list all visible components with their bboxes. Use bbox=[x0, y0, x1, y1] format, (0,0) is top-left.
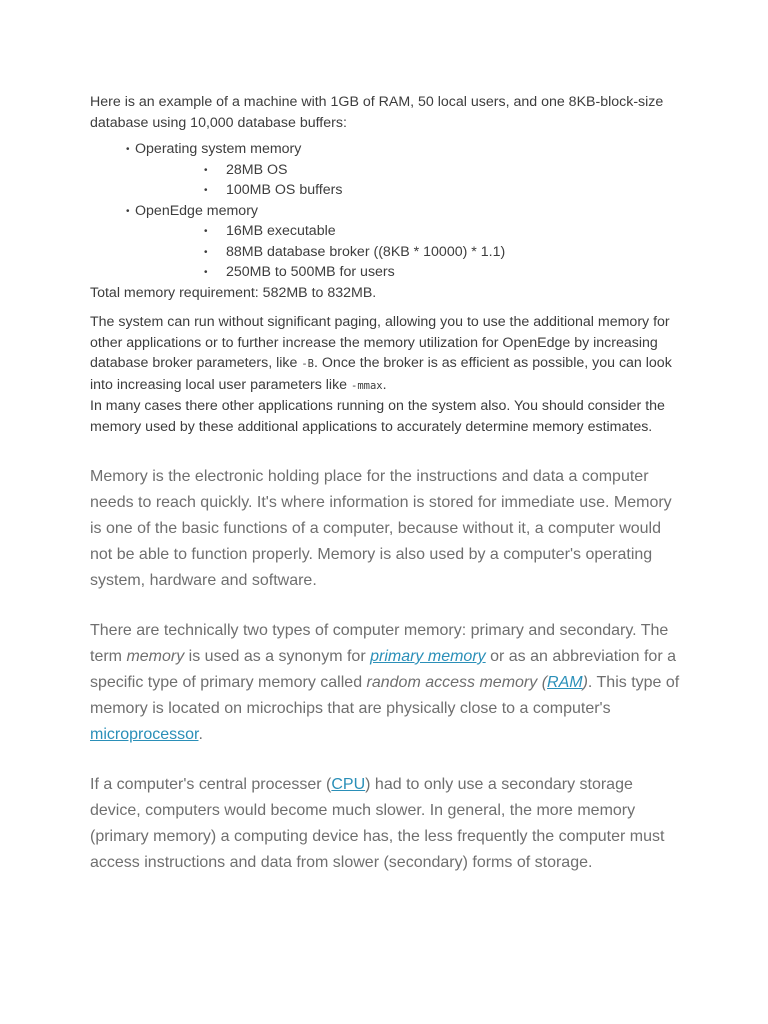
cpu-link[interactable]: CPU bbox=[331, 776, 366, 793]
list-item bbox=[90, 139, 682, 201]
intro-paragraph: Here is an example of a machine with 1GB of RAM, 50 local users, and one 8KB-block-size database using 10,000 database buffers: bbox=[90, 94, 664, 131]
cpu-paragraph bbox=[90, 772, 682, 876]
paragraph-text: . Once the broker is as efficient as possible, you can look into increasing local user parameters like bbox=[90, 355, 672, 393]
sub-list-item: • 88MB database broker ((8KB * 10000) * 1.1) bbox=[135, 242, 682, 263]
list-item-label: Operating system memory bbox=[135, 141, 302, 157]
sub-list-item: • 16MB executable bbox=[135, 221, 682, 242]
ram-link[interactable]: RAM bbox=[547, 674, 583, 691]
paragraph-text: . This type of memory is located on microchips that are physically close to a computer's bbox=[90, 674, 680, 717]
sub-list-item: • 250MB to 500MB for users bbox=[135, 262, 682, 283]
list-item-label: OpenEdge memory bbox=[135, 202, 259, 219]
paragraph-text: The system can run without significant paging, allowing you to use the additional memory for other applications or to further increase the memory utilization for OpenEdge by increasing database broker parameters, like bbox=[90, 314, 670, 371]
sub-list-item: • 100MB OS buffers bbox=[135, 180, 682, 201]
microprocessor-link[interactable]: microprocessor bbox=[90, 726, 199, 743]
memory-types-paragraph bbox=[90, 618, 682, 748]
document-page bbox=[90, 92, 682, 900]
paragraph-text: There are technically two types of computer memory: primary and secondary. The term bbox=[90, 622, 669, 665]
paragraph-text: If a computer's central processer ( bbox=[90, 776, 332, 793]
emphasis-memory: memory bbox=[126, 648, 185, 665]
emphasis-text: random access memory ( bbox=[366, 674, 548, 691]
emphasis-text: ) bbox=[582, 674, 588, 691]
code-param-mmax: -mmax bbox=[351, 379, 383, 392]
sub-list bbox=[135, 160, 682, 201]
memory-breakdown-list bbox=[90, 139, 682, 283]
code-param-b: -B bbox=[301, 358, 315, 370]
list-item bbox=[90, 201, 682, 283]
paging-paragraph bbox=[90, 312, 682, 396]
primary-memory-link[interactable]: primary memory bbox=[370, 648, 486, 665]
definition-paragraph: Memory is the electronic holding place for the instructions and data a computer needs to reach quickly. It's where information is stored for immediate use. Memory is one of the basic functions of a computer, because without it, a computer would not be able to function properly. Memory is also used by a computer's operating system, hardware and software. bbox=[90, 468, 672, 589]
paragraph-text: . bbox=[382, 376, 387, 393]
emphasis-random-access-memory bbox=[367, 674, 588, 691]
sub-list bbox=[135, 221, 682, 283]
paragraph-text: ) had to only use a secondary storage device, computers would become much slower. In general, the more memory (primary memory) a computing device has, the less frequently the computer must access instructions and data from slower (secondary) forms of storage. bbox=[90, 776, 665, 871]
paragraph-text: . bbox=[198, 726, 203, 743]
paragraph-text: is used as a synonym for bbox=[184, 648, 371, 665]
memory-example-section bbox=[90, 92, 682, 437]
other-apps-paragraph: In many cases there other applications running on the system also. You should consider the memory used by these additional applications to accurately determine memory estimates. bbox=[90, 398, 665, 435]
sub-list-item: • 28MB OS bbox=[135, 160, 682, 181]
paragraph-text: or as an abbreviation for a specific type of primary memory called bbox=[90, 648, 676, 691]
total-memory-line: Total memory requirement: 582MB to 832MB. bbox=[90, 284, 377, 301]
memory-definition-section bbox=[90, 464, 682, 876]
